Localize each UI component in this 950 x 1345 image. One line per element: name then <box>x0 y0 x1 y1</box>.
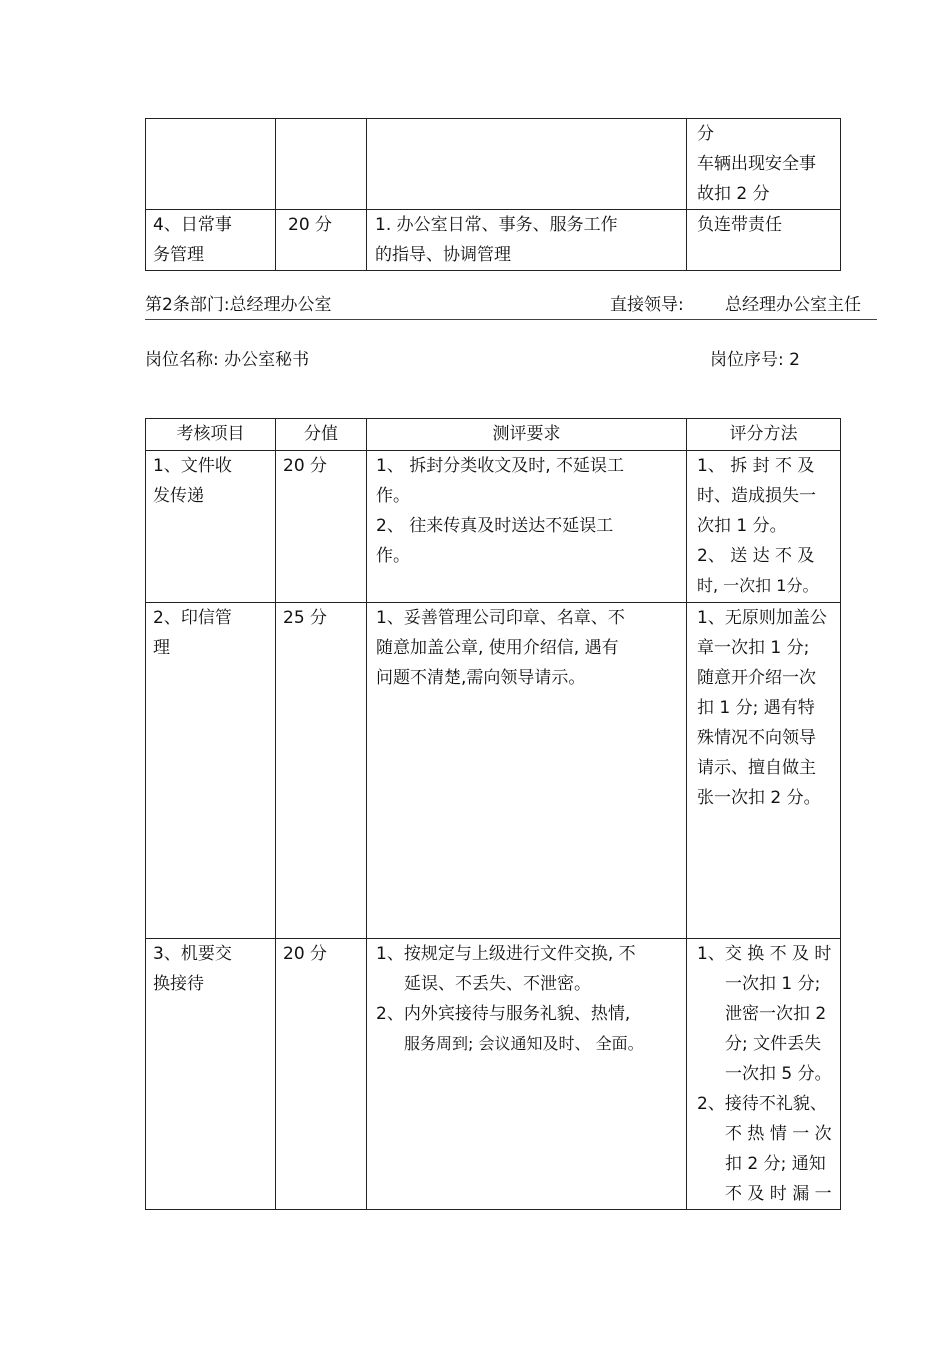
score-cell <box>276 939 367 1210</box>
direct-leader-label: 直接领导: <box>610 295 684 315</box>
score-value: 25 分 <box>283 608 328 628</box>
method-line: 不 及 时 漏 一 <box>725 1184 832 1204</box>
requirement-cell <box>367 119 687 210</box>
score-cell <box>276 210 367 271</box>
requirement-line: 的指导、协调管理 <box>375 245 511 265</box>
score-value: 20 分 <box>288 215 333 235</box>
method-line: 分 <box>697 124 714 144</box>
post-number: 岗位序号: 2 <box>710 350 800 370</box>
item-line: 1、文件收 <box>153 456 232 476</box>
method-line: 时、造成损失一 <box>697 486 816 506</box>
score-cell <box>276 119 367 210</box>
method-cell <box>687 210 841 271</box>
score-cell <box>276 603 367 939</box>
requirement-line: 问题不清楚,需向领导请示。 <box>376 668 586 688</box>
item-cell <box>146 210 276 271</box>
requirement-cell <box>367 451 687 603</box>
method-line: 2、接待不礼貌、 <box>697 1094 827 1114</box>
method-cell <box>687 119 841 210</box>
method-line: 1、 拆 封 不 及 <box>697 456 815 476</box>
item-line: 3、机要交 <box>153 944 232 964</box>
requirement-line: 1. 办公室日常、事务、服务工作 <box>375 215 618 235</box>
requirement-line: 作。 <box>376 486 410 506</box>
method-line: 殊情况不向领导 <box>697 728 816 748</box>
item-line: 发传递 <box>153 486 204 506</box>
requirement-line: 作。 <box>376 546 410 566</box>
item-cell <box>146 603 276 939</box>
method-line: 请示、擅自做主 <box>697 758 816 778</box>
method-line: 不 热 情 一 次 <box>725 1124 832 1144</box>
method-line: 故扣 2 分 <box>697 184 770 204</box>
score-value: 20 分 <box>283 944 328 964</box>
header-score: 分值 <box>276 419 367 451</box>
score-value: 20 分 <box>283 456 328 476</box>
item-line: 2、印信管 <box>153 608 232 628</box>
requirement-line: 延误、不丢失、不泄密。 <box>404 974 591 994</box>
method-line: 1、交 换 不 及 时 <box>697 944 832 964</box>
header-divider <box>145 319 877 320</box>
item-line: 4、日常事 <box>153 215 232 235</box>
table-row <box>146 603 841 939</box>
method-cell <box>687 603 841 939</box>
requirement-line: 1、按规定与上级进行文件交换, 不 <box>376 944 636 964</box>
requirement-line: 1、妥善管理公司印章、名章、不 <box>376 608 625 628</box>
method-line: 次扣 1 分。 <box>697 516 787 536</box>
method-line: 一次扣 5 分。 <box>725 1064 832 1084</box>
requirement-cell <box>367 210 687 271</box>
requirement-line: 2、内外宾接待与服务礼貌、热情, <box>376 1004 631 1024</box>
requirement-line: 服务周到; 会议通知及时、 全面。 <box>404 1034 644 1053</box>
post-name: 岗位名称: 办公室秘书 <box>145 350 310 370</box>
item-cell <box>146 451 276 603</box>
item-cell <box>146 939 276 1210</box>
header-item: 考核项目 <box>146 419 276 451</box>
method-cell <box>687 939 841 1210</box>
department-label: 第2条部门:总经理办公室 <box>145 295 332 315</box>
method-line: 2、 送 达 不 及 <box>697 546 815 566</box>
table-row <box>146 119 841 210</box>
requirement-line: 1、 拆封分类收文及时, 不延误工 <box>376 456 625 476</box>
table-header-row <box>146 419 841 451</box>
method-line: 扣 2 分; 通知 <box>725 1154 826 1174</box>
method-line: 随意开介绍一次 <box>697 668 816 688</box>
method-line: 时, 一次扣 1分。 <box>697 576 819 595</box>
table-row <box>146 451 841 603</box>
method-line: 1、无原则加盖公 <box>697 608 827 628</box>
item-cell <box>146 119 276 210</box>
main-table <box>145 418 841 1210</box>
method-line: 张一次扣 2 分。 <box>697 788 821 808</box>
direct-leader-value: 总经理办公室主任 <box>725 295 861 315</box>
requirement-cell <box>367 603 687 939</box>
item-line: 换接待 <box>153 974 204 994</box>
method-line: 车辆出现安全事 <box>697 154 816 174</box>
item-line: 务管理 <box>153 245 204 265</box>
header-method: 评分方法 <box>687 419 841 451</box>
method-cell <box>687 451 841 603</box>
method-line: 泄密一次扣 2 <box>725 1004 827 1024</box>
requirement-line: 随意加盖公章, 使用介绍信, 遇有 <box>376 638 619 658</box>
item-line: 理 <box>153 638 170 658</box>
table-row <box>146 939 841 1210</box>
method-line: 负连带责任 <box>697 215 782 235</box>
method-line: 扣 1 分; 遇有特 <box>697 698 815 718</box>
method-line: 章一次扣 1 分; <box>697 638 810 658</box>
method-line: 分; 文件丢失 <box>725 1034 822 1054</box>
method-line: 一次扣 1 分; <box>725 974 821 994</box>
requirement-line: 2、 往来传真及时送达不延误工 <box>376 516 614 536</box>
requirement-cell <box>367 939 687 1210</box>
top-table <box>145 118 841 271</box>
table-row <box>146 210 841 271</box>
score-cell <box>276 451 367 603</box>
header-requirement: 测评要求 <box>367 419 687 451</box>
